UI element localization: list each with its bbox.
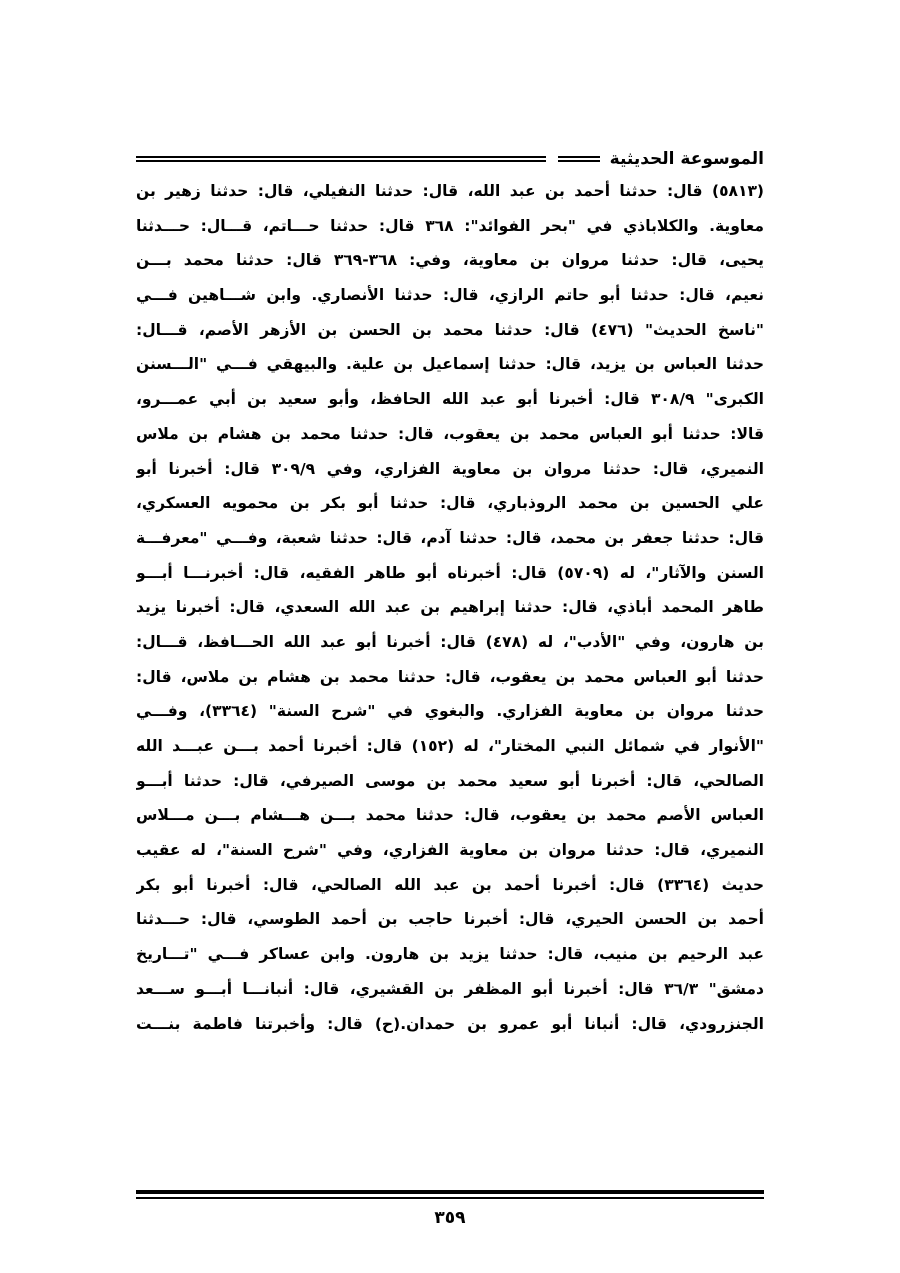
text-line: نعيم، قال: حدثنا أبو حاتم الرازي، قال: حدثنا الأنصاري. وابن شـــاهين فـــي: [136, 286, 764, 305]
header-short-rule: [558, 156, 600, 162]
text-line: حدثنا أبو العباس محمد بن يعقوب، قال: حدثنا محمد بن هشام بن ملاس، قال:: [136, 667, 764, 686]
text-line: يحيى، قال: حدثنا مروان بن معاوية، وفي: ٣٦٨-٣٦٩ قال: حدثنا محمد بـــن: [136, 251, 764, 270]
text-line: بن هارون، وفي "الأدب"، له (٤٧٨) قال: أخبرنا أبو عبد الله الحـــافظ، قـــال:: [136, 632, 764, 651]
header-long-rule: [136, 156, 546, 162]
text-line: عبد الرحيم بن منيب، قال: حدثنا يزيد بن هارون. وابن عساكر فـــي "تـــاريخ: [136, 945, 764, 964]
text-line: حدثنا العباس بن يزيد، قال: حدثنا إسماعيل بن علية. والبيهقي فـــي "الـــسنن: [136, 355, 764, 374]
text-line: الصالحي، قال: أخبرنا أبو سعيد محمد بن موسى الصيرفي، قال: حدثنا أبـــو: [136, 771, 764, 790]
text-line: معاوية. والكلاباذي في "بحر الفوائد": ٣٦٨ قال: حدثنا حـــاتم، قـــال: حـــدثنا: [136, 216, 764, 235]
text-line: قال: حدثنا جعفر بن محمد، قال: حدثنا آدم، قال: حدثنا شعبة، وفـــي "معرفـــة: [136, 528, 764, 547]
text-line: قالا: حدثنا أبو العباس محمد بن يعقوب، قال: حدثنا محمد بن هشام بن ملاس: [136, 424, 764, 443]
text-line: الكبرى" ٣٠٨/٩ قال: أخبرنا أبو عبد الله الحافظ، وأبو سعيد بن أبي عمـــرو،: [136, 390, 764, 409]
text-line: "ناسخ الحديث" (٤٧٦) قال: حدثنا محمد بن الحسن بن الأزهر الأصم، قـــال:: [136, 320, 764, 339]
text-line: النميري، قال: حدثنا مروان بن معاوية الفزاري، وفي ٣٠٩/٩ قال: أخبرنا أبو: [136, 459, 764, 478]
footer-rule: [136, 1190, 764, 1199]
running-header: [136, 144, 764, 174]
text-line: السنن والآثار"، له (٥٧٠٩) قال: أخبرناه أبو طاهر الفقيه، قال: أخبرنـــا أبـــو: [136, 563, 764, 582]
text-line: "الأنوار في شمائل النبي المختار"، له (١٥٢) قال: أخبرنا أحمد بـــن عبـــد الله: [136, 737, 764, 755]
text-line: علي الحسين بن محمد الروذباري، قال: حدثنا أبو بكر بن محمويه العسكري،: [136, 494, 764, 513]
text-line: الجنزرودي، قال: أنبانا أبو عمرو بن حمدان.(ح) قال: وأخبرتنا فاطمة بنـــت: [136, 1014, 764, 1033]
text-line: العباس الأصم محمد بن يعقوب، قال: حدثنا محمد بـــن هـــشام بـــن مـــلاس: [136, 806, 764, 825]
page-number: ٣٥٩: [434, 1208, 466, 1228]
text-line: طاهر المحمد أباذي، قال: حدثنا إبراهيم بن عبد الله السعدي، قال: أخبرنا يزيد: [136, 598, 764, 617]
text-line: النميري، قال: حدثنا مروان بن معاوية الفزاري، وفي "شرح السنة"، له عقيب: [136, 841, 764, 860]
document-page: [136, 0, 764, 1273]
footer-rule-thin: [136, 1197, 764, 1199]
header-title: الموسوعة الحديثية: [609, 149, 764, 169]
text-line: أحمد بن الحسن الحيري، قال: أخبرنا حاجب بن أحمد الطوسي، قال: حـــدثنا: [136, 910, 764, 929]
text-line: دمشق" ٣٦/٣ قال: أخبرنا أبو المظفر بن القشيري، قال: أنبانـــا أبـــو ســـعد: [136, 979, 764, 998]
footer-rule-thick: [136, 1190, 764, 1194]
text-line: (٥٨١٣) قال: حدثنا أحمد بن عبد الله، قال: حدثنا النفيلي، قال: حدثنا زهير بن: [136, 182, 764, 200]
text-line: حدثنا مروان بن معاوية الفزاري. والبغوي في "شرح السنة" (٣٣٦٤)، وفـــي: [136, 702, 764, 721]
text-line: حديث (٣٣٦٤) قال: أخبرنا أحمد بن عبد الله الصالحي، قال: أخبرنا أبو بكر: [136, 875, 764, 894]
body-text: [136, 174, 764, 1041]
